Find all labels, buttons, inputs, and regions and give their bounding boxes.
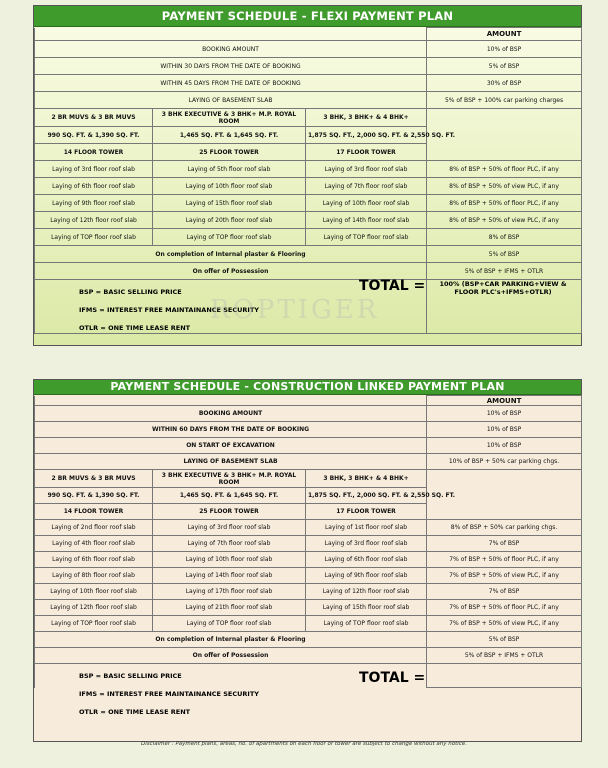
- flexi-row-amount: 5% of BSP + 100% car parking charges: [427, 92, 582, 109]
- construction-col-size: 990 SQ. FT. & 1,390 SQ. FT.: [35, 488, 153, 504]
- flexi-slab: Laying of 12th floor roof slab: [35, 212, 153, 229]
- construction-slab: Laying of 2nd floor roof slab: [35, 520, 153, 536]
- construction-slab: Laying of TOP floor roof slab: [35, 616, 153, 632]
- construction-def-bsp: BSP = BASIC SELLING PRICE: [79, 672, 182, 680]
- flexi-def-ifms: IFMS = INTEREST FREE MAINTAINANCE SECURITY: [79, 306, 259, 314]
- flexi-slab-amount: 8% of BSP + 50% of floor PLC, if any: [427, 161, 582, 178]
- flexi-col-type: 3 BHK EXECUTIVE & 3 BHK+ M.P. ROYAL ROOM: [153, 109, 306, 127]
- flexi-title: PAYMENT SCHEDULE - FLEXI PAYMENT PLAN: [34, 6, 581, 27]
- watermark: ROPTIGER: [210, 295, 380, 325]
- construction-row-amount: 10% of BSP: [427, 406, 582, 422]
- flexi-col-tower: 25 FLOOR TOWER: [153, 144, 306, 161]
- flexi-amount-header: AMOUNT: [427, 28, 582, 41]
- construction-title: PAYMENT SCHEDULE - CONSTRUCTION LINKED PAYMENT PLAN: [34, 380, 581, 395]
- flexi-slab: Laying of 20th floor roof slab: [153, 212, 306, 229]
- flexi-col-size: 1,875 SQ. FT., 2,000 SQ. FT. & 2,550 SQ. FT.: [306, 127, 427, 144]
- flexi-col-tower: 14 FLOOR TOWER: [35, 144, 153, 161]
- flexi-col-tower: 17 FLOOR TOWER: [306, 144, 427, 161]
- construction-def-ifms: IFMS = INTEREST FREE MAINTAINANCE SECURITY: [79, 690, 259, 698]
- construction-row-label: ON START OF EXCAVATION: [35, 438, 427, 454]
- flexi-total-label: TOTAL =: [359, 278, 426, 294]
- flexi-slab-amount: 8% of BSP + 50% of view PLC, if any: [427, 178, 582, 195]
- construction-slab: Laying of 8th floor roof slab: [35, 568, 153, 584]
- construction-slab: Laying of 1st floor roof slab: [306, 520, 427, 536]
- flexi-col-type: 3 BHK, 3 BHK+ & 4 BHK+: [306, 109, 427, 127]
- construction-slab: Laying of 14th floor roof slab: [153, 568, 306, 584]
- construction-slab: Laying of 10th floor roof slab: [153, 552, 306, 568]
- flexi-row-label: BOOKING AMOUNT: [35, 41, 427, 58]
- construction-slab: Laying of 7th floor roof slab: [153, 536, 306, 552]
- construction-final-amount: 5% of BSP: [427, 632, 582, 648]
- construction-slab-amount: 7% of BSP + 50% of floor PLC, if any: [427, 600, 582, 616]
- flexi-final-amount: 5% of BSP: [427, 246, 582, 263]
- flexi-def-otlr: OTLR = ONE TIME LEASE RENT: [79, 324, 191, 332]
- construction-col-size: 1,465 SQ. FT. & 1,645 SQ. FT.: [153, 488, 306, 504]
- flexi-col-size: 990 SQ. FT. & 1,390 SQ. FT.: [35, 127, 153, 144]
- flexi-row-amount: 10% of BSP: [427, 41, 582, 58]
- construction-slab: Laying of 12th floor roof slab: [35, 600, 153, 616]
- flexi-slab: Laying of 6th floor roof slab: [35, 178, 153, 195]
- flexi-slab: Laying of 15th floor roof slab: [153, 195, 306, 212]
- construction-slab: Laying of 3rd floor roof slab: [306, 536, 427, 552]
- construction-slab-amount: 7% of BSP + 50% of view PLC, if any: [427, 568, 582, 584]
- flexi-def-bsp: BSP = BASIC SELLING PRICE: [79, 288, 182, 296]
- flexi-slab: Laying of TOP floor roof slab: [306, 229, 427, 246]
- flexi-slab: Laying of 10th floor roof slab: [153, 178, 306, 195]
- flexi-final-label: On offer of Possession: [35, 263, 427, 280]
- flexi-slab: Laying of 10th floor roof slab: [306, 195, 427, 212]
- construction-slab: Laying of 9th floor roof slab: [306, 568, 427, 584]
- construction-col-type: 2 BR MUVS & 3 BR MUVS: [35, 470, 153, 488]
- construction-col-size: 1,875 SQ. FT., 2,000 SQ. FT. & 2,550 SQ. FT.: [306, 488, 427, 504]
- construction-final-amount: 5% of BSP + IFMS + OTLR: [427, 648, 582, 664]
- flexi-slab: Laying of TOP floor roof slab: [35, 229, 153, 246]
- flexi-slab-amount: 8% of BSP + 50% of floor PLC, if any: [427, 195, 582, 212]
- flexi-col-size: 1,465 SQ. FT. & 1,645 SQ. FT.: [153, 127, 306, 144]
- flexi-row-label: WITHIN 30 DAYS FROM THE DATE OF BOOKING: [35, 58, 427, 75]
- construction-row-amount: 10% of BSP: [427, 438, 582, 454]
- construction-final-label: On completion of Internal plaster & Flooring: [35, 632, 427, 648]
- flexi-slab: Laying of 14th floor roof slab: [306, 212, 427, 229]
- flexi-final-amount: 5% of BSP + IFMS + OTLR: [427, 263, 582, 280]
- flexi-final-label: On completion of Internal plaster & Flooring: [35, 246, 427, 263]
- construction-col-type: 3 BHK EXECUTIVE & 3 BHK+ M.P. ROYAL ROOM: [153, 470, 306, 488]
- construction-col-tower: 14 FLOOR TOWER: [35, 504, 153, 520]
- flexi-row-label: LAYING OF BASEMENT SLAB: [35, 92, 427, 109]
- construction-slab: Laying of 12th floor roof slab: [306, 584, 427, 600]
- flexi-slab-amount: 8% of BSP: [427, 229, 582, 246]
- construction-slab: Laying of 17th floor roof slab: [153, 584, 306, 600]
- flexi-slab: Laying of 3rd floor roof slab: [35, 161, 153, 178]
- construction-row-label: WITHIN 60 DAYS FROM THE DATE OF BOOKING: [35, 422, 427, 438]
- flexi-slab: Laying of 9th floor roof slab: [35, 195, 153, 212]
- flexi-row-amount: 30% of BSP: [427, 75, 582, 92]
- flexi-row-amount: 5% of BSP: [427, 58, 582, 75]
- construction-amount-header: AMOUNT: [427, 396, 582, 406]
- construction-slab: Laying of 6th floor roof slab: [306, 552, 427, 568]
- flexi-slab: Laying of 5th floor roof slab: [153, 161, 306, 178]
- construction-col-tower: 17 FLOOR TOWER: [306, 504, 427, 520]
- construction-col-type: 3 BHK, 3 BHK+ & 4 BHK+: [306, 470, 427, 488]
- flexi-col-type: 2 BR MUVS & 3 BR MUVS: [35, 109, 153, 127]
- construction-slab: Laying of 3rd floor roof slab: [153, 520, 306, 536]
- flexi-total-value: 100% (BSP+CAR PARKING+VIEW & FLOOR PLC's+IFMS+OTLR): [439, 280, 567, 296]
- construction-row-label: LAYING OF BASEMENT SLAB: [35, 454, 427, 470]
- construction-slab: Laying of TOP floor roof slab: [153, 616, 306, 632]
- flexi-row-label: WITHIN 45 DAYS FROM THE DATE OF BOOKING: [35, 75, 427, 92]
- construction-slab: Laying of TOP floor roof slab: [306, 616, 427, 632]
- construction-slab-amount: 8% of BSP + 50% car parking chgs.: [427, 520, 582, 536]
- construction-row-amount: 10% of BSP + 50% car parking chgs.: [427, 454, 582, 470]
- flexi-slab-amount: 8% of BSP + 50% of view PLC, if any: [427, 212, 582, 229]
- construction-total-label: TOTAL =: [359, 670, 426, 686]
- construction-slab-amount: 7% of BSP: [427, 584, 582, 600]
- construction-payment-plan: [33, 379, 582, 742]
- construction-row-amount: 10% of BSP: [427, 422, 582, 438]
- construction-def-otlr: OTLR = ONE TIME LEASE RENT: [79, 708, 191, 716]
- construction-row-label: BOOKING AMOUNT: [35, 406, 427, 422]
- construction-slab-amount: 7% of BSP + 50% of view PLC, if any: [427, 616, 582, 632]
- disclaimer: Disclaimer : Payment plans, areas, no. of apartments on each floor or tower are subject to change without any notice.: [141, 741, 467, 747]
- construction-slab: Laying of 6th floor roof slab: [35, 552, 153, 568]
- construction-slab: Laying of 15th floor roof slab: [306, 600, 427, 616]
- construction-slab: Laying of 4th floor roof slab: [35, 536, 153, 552]
- flexi-slab: Laying of 7th floor roof slab: [306, 178, 427, 195]
- flexi-slab: Laying of 3rd floor roof slab: [306, 161, 427, 178]
- flexi-slab: Laying of TOP floor roof slab: [153, 229, 306, 246]
- construction-table: [34, 395, 582, 688]
- construction-slab: Laying of 21th floor roof slab: [153, 600, 306, 616]
- construction-col-tower: 25 FLOOR TOWER: [153, 504, 306, 520]
- construction-slab-amount: 7% of BSP + 50% of floor PLC, if any: [427, 552, 582, 568]
- construction-final-label: On offer of Possession: [35, 648, 427, 664]
- construction-slab: Laying of 10th floor roof slab: [35, 584, 153, 600]
- construction-slab-amount: 7% of BSP: [427, 536, 582, 552]
